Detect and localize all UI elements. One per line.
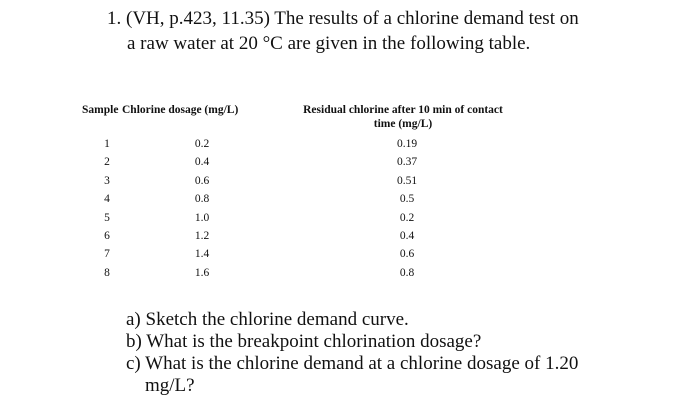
question-line-1: 1. (VH, p.423, 11.35) The results of a chlorine demand test on bbox=[107, 8, 579, 29]
question-parts bbox=[126, 309, 578, 397]
cell-residual: 0.6 bbox=[399, 248, 415, 261]
cell-sample: 3 bbox=[104, 174, 110, 187]
header-dosage-label: Chlorine dosage (mg/L) bbox=[122, 104, 239, 116]
cell-dosage: 1.6 bbox=[194, 266, 210, 279]
header-dosage bbox=[122, 103, 272, 135]
table-body bbox=[82, 135, 542, 282]
cell-residual: 0.19 bbox=[396, 138, 418, 150]
header-sample: Sample bbox=[82, 104, 119, 116]
table-row bbox=[82, 153, 542, 171]
cell-sample: 4 bbox=[104, 193, 110, 206]
table-row bbox=[82, 190, 542, 208]
part-c-line-1: c) What is the chlorine demand at a chlorine dosage of 1.20 bbox=[126, 353, 579, 374]
header-residual-line-2: time (mg/L) bbox=[373, 118, 433, 130]
part-a: a) Sketch the chlorine demand curve. bbox=[126, 309, 409, 330]
cell-residual: 0.4 bbox=[399, 230, 415, 243]
header-residual bbox=[272, 103, 542, 135]
table-row bbox=[82, 135, 542, 153]
cell-dosage: 0.8 bbox=[194, 193, 210, 206]
table-row bbox=[82, 172, 542, 190]
header-residual-line-1: Residual chlorine after 10 min of contact bbox=[303, 104, 503, 116]
cell-dosage: 0.4 bbox=[194, 156, 210, 169]
cell-residual: 0.5 bbox=[399, 193, 415, 206]
table-header-row bbox=[82, 103, 542, 135]
cell-sample: 6 bbox=[104, 230, 110, 243]
cell-residual: 0.2 bbox=[399, 211, 415, 224]
table-row bbox=[82, 245, 542, 263]
cell-sample: 2 bbox=[104, 156, 110, 169]
cell-sample: 8 bbox=[104, 266, 110, 279]
part-c-line-2: mg/L? bbox=[145, 375, 195, 396]
table-row bbox=[82, 227, 542, 245]
cell-dosage: 0.6 bbox=[194, 174, 210, 187]
cell-residual: 0.37 bbox=[396, 156, 418, 169]
cell-sample: 1 bbox=[104, 138, 110, 150]
question-line-2: a raw water at 20 °C are given in the following table. bbox=[127, 33, 531, 54]
table-row bbox=[82, 209, 542, 227]
cell-sample: 7 bbox=[104, 248, 110, 261]
cell-dosage: 1.4 bbox=[194, 248, 210, 261]
cell-dosage: 1.2 bbox=[194, 230, 210, 243]
cell-residual: 0.51 bbox=[396, 174, 418, 187]
cell-residual: 0.8 bbox=[399, 266, 415, 279]
cell-dosage: 0.2 bbox=[194, 138, 210, 150]
cell-sample: 5 bbox=[104, 211, 110, 224]
part-b: b) What is the breakpoint chlorination dosage? bbox=[126, 331, 482, 352]
table-row bbox=[82, 264, 542, 282]
cell-dosage: 1.0 bbox=[194, 211, 210, 224]
chlorine-data-table bbox=[82, 103, 542, 282]
